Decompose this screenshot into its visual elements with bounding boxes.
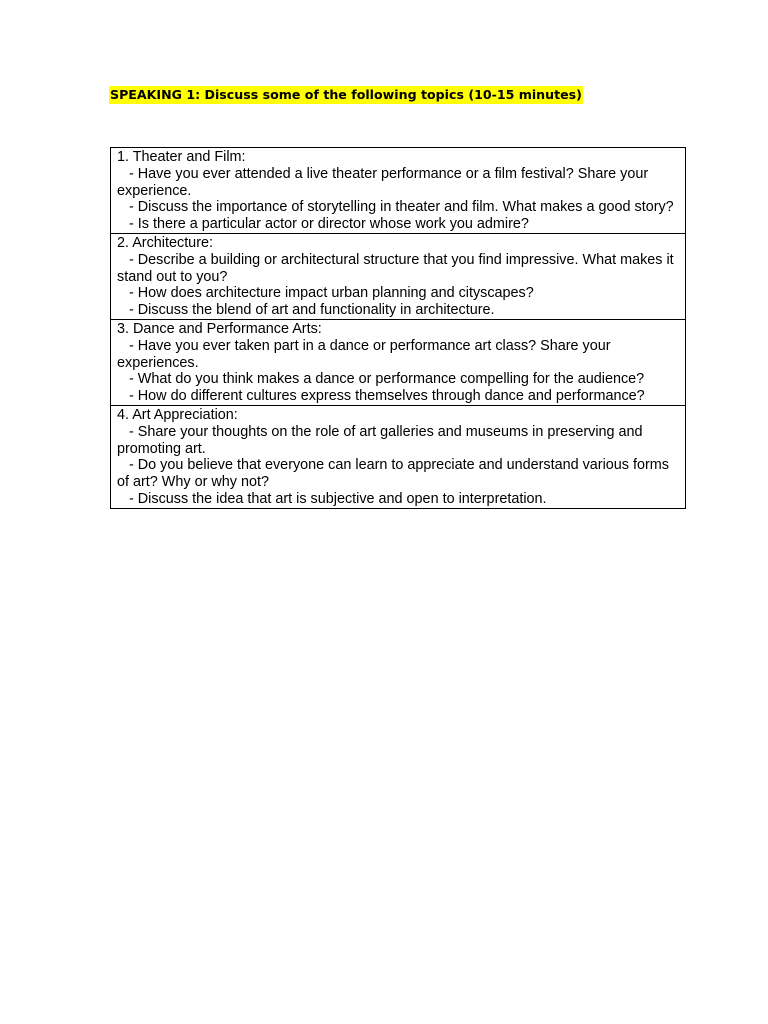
topic-title: 3. Dance and Performance Arts: [117, 320, 322, 337]
topic-question: - Have you ever taken part in a dance or performance art class? Share your experiences. [117, 337, 615, 371]
topic-title: 1. Theater and Film: [117, 149, 246, 165]
topic-title: 2. Architecture: [117, 234, 213, 251]
topic-row [111, 233, 686, 319]
topic-question: - Do you believe that everyone can learn to appreciate and understand various forms of art? Why or why not? [117, 457, 673, 491]
topic-cell [111, 148, 686, 234]
topic-cell [111, 233, 686, 319]
topic-question: - Share your thoughts on the role of art galleries and museums in preserving and promoting art. [117, 423, 647, 457]
topic-question: - Have you ever attended a live theater performance or a film festival? Share your experience. [117, 165, 653, 199]
topic-question: - Discuss the idea that art is subjective and open to interpretation. [117, 490, 547, 507]
topic-question: - What do you think makes a dance or performance compelling for the audience? [117, 371, 645, 388]
topics-table [110, 147, 686, 509]
topic-row [111, 405, 686, 508]
topic-cell [111, 405, 686, 508]
topic-question: - How do different cultures express themselves through dance and performance? [117, 388, 645, 405]
topic-question: - Discuss the blend of art and functionality in architecture. [117, 302, 495, 319]
heading-block [109, 86, 583, 104]
page-heading: SPEAKING 1: Discuss some of the following topics (10-15 minutes) [110, 87, 582, 102]
topic-question: - Describe a building or architectural structure that you find impressive. What makes it stand out to you? [117, 251, 678, 285]
topic-row [111, 148, 686, 234]
topic-row [111, 319, 686, 405]
topic-question: - Is there a particular actor or director whose work you admire? [117, 216, 529, 233]
topic-title: 4. Art Appreciation: [117, 406, 238, 423]
topic-question: - How does architecture impact urban planning and cityscapes? [117, 285, 534, 302]
topic-question: - Discuss the importance of storytelling in theater and film. What makes a good story? [117, 199, 674, 216]
topic-cell [111, 319, 686, 405]
